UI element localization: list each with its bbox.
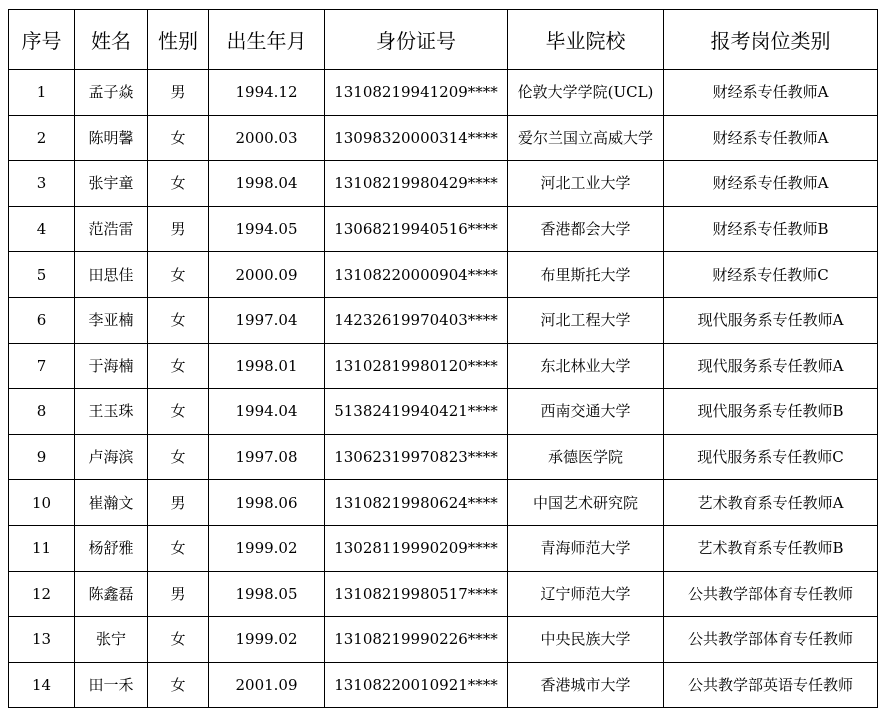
cell-seq: 6 — [9, 297, 75, 343]
cell-school: 布里斯托大学 — [508, 252, 664, 298]
table-row — [9, 161, 878, 207]
cell-seq: 4 — [9, 206, 75, 252]
cell-gender: 女 — [148, 525, 209, 571]
cell-gender: 男 — [148, 571, 209, 617]
cell-name: 田思佳 — [75, 252, 148, 298]
cell-birth: 1998.04 — [209, 161, 325, 207]
cell-birth: 2001.09 — [209, 662, 325, 708]
cell-birth: 2000.03 — [209, 115, 325, 161]
table-row — [9, 343, 878, 389]
cell-gender: 女 — [148, 434, 209, 480]
cell-school: 香港都会大学 — [508, 206, 664, 252]
cell-name: 范浩雷 — [75, 206, 148, 252]
cell-id-number: 13028119990209**** — [325, 525, 508, 571]
cell-id-number: 13068219940516**** — [325, 206, 508, 252]
cell-gender: 女 — [148, 343, 209, 389]
cell-seq: 11 — [9, 525, 75, 571]
cell-id-number: 13098320000314**** — [325, 115, 508, 161]
cell-position: 财经系专任教师B — [664, 206, 878, 252]
cell-seq: 8 — [9, 389, 75, 435]
cell-gender: 女 — [148, 662, 209, 708]
cell-position: 艺术教育系专任教师A — [664, 480, 878, 526]
header-birth: 出生年月 — [209, 10, 325, 70]
cell-id-number: 14232619970403**** — [325, 297, 508, 343]
cell-position: 财经系专任教师A — [664, 70, 878, 116]
cell-id-number: 13108219941209**** — [325, 70, 508, 116]
cell-position: 现代服务系专任教师C — [664, 434, 878, 480]
applicant-table — [8, 9, 878, 708]
cell-name: 卢海滨 — [75, 434, 148, 480]
header-name: 姓名 — [75, 10, 148, 70]
cell-school: 河北工业大学 — [508, 161, 664, 207]
cell-id-number: 13102819980120**** — [325, 343, 508, 389]
cell-position: 公共教学部英语专任教师 — [664, 662, 878, 708]
cell-id-number: 51382419940421**** — [325, 389, 508, 435]
cell-position: 财经系专任教师C — [664, 252, 878, 298]
cell-id-number: 13108219980517**** — [325, 571, 508, 617]
cell-name: 王玉珠 — [75, 389, 148, 435]
cell-name: 于海楠 — [75, 343, 148, 389]
header-seq: 序号 — [9, 10, 75, 70]
cell-seq: 2 — [9, 115, 75, 161]
cell-name: 李亚楠 — [75, 297, 148, 343]
cell-seq: 7 — [9, 343, 75, 389]
header-position: 报考岗位类别 — [664, 10, 878, 70]
header-gender: 性别 — [148, 10, 209, 70]
table-body — [9, 70, 878, 708]
table-row — [9, 571, 878, 617]
cell-position: 艺术教育系专任教师B — [664, 525, 878, 571]
cell-birth: 1999.02 — [209, 525, 325, 571]
table-row — [9, 525, 878, 571]
cell-birth: 1998.06 — [209, 480, 325, 526]
cell-seq: 10 — [9, 480, 75, 526]
cell-birth: 1997.08 — [209, 434, 325, 480]
cell-name: 陈鑫磊 — [75, 571, 148, 617]
cell-position: 现代服务系专任教师A — [664, 343, 878, 389]
cell-gender: 男 — [148, 70, 209, 116]
cell-school: 西南交通大学 — [508, 389, 664, 435]
table-row — [9, 297, 878, 343]
cell-birth: 1999.02 — [209, 617, 325, 663]
cell-seq: 9 — [9, 434, 75, 480]
cell-birth: 1994.12 — [209, 70, 325, 116]
table-row — [9, 617, 878, 663]
cell-school: 东北林业大学 — [508, 343, 664, 389]
cell-id-number: 13108220010921**** — [325, 662, 508, 708]
cell-gender: 男 — [148, 206, 209, 252]
cell-birth: 1997.04 — [209, 297, 325, 343]
cell-school: 中国艺术研究院 — [508, 480, 664, 526]
cell-birth: 1994.05 — [209, 206, 325, 252]
cell-seq: 3 — [9, 161, 75, 207]
header-id-number: 身份证号 — [325, 10, 508, 70]
cell-seq: 13 — [9, 617, 75, 663]
cell-birth: 2000.09 — [209, 252, 325, 298]
cell-school: 香港城市大学 — [508, 662, 664, 708]
cell-gender: 女 — [148, 297, 209, 343]
table-row — [9, 252, 878, 298]
cell-name: 张宁 — [75, 617, 148, 663]
cell-name: 杨舒雅 — [75, 525, 148, 571]
cell-seq: 5 — [9, 252, 75, 298]
cell-seq: 14 — [9, 662, 75, 708]
cell-gender: 女 — [148, 161, 209, 207]
cell-birth: 1998.01 — [209, 343, 325, 389]
cell-id-number: 13108220000904**** — [325, 252, 508, 298]
cell-school: 河北工程大学 — [508, 297, 664, 343]
table-header-row — [9, 10, 878, 70]
cell-position: 财经系专任教师A — [664, 161, 878, 207]
cell-position: 财经系专任教师A — [664, 115, 878, 161]
cell-id-number: 13108219980624**** — [325, 480, 508, 526]
cell-birth: 1998.05 — [209, 571, 325, 617]
cell-id-number: 13062319970823**** — [325, 434, 508, 480]
cell-position: 现代服务系专任教师B — [664, 389, 878, 435]
cell-position: 公共教学部体育专任教师 — [664, 617, 878, 663]
cell-school: 爱尔兰国立高威大学 — [508, 115, 664, 161]
cell-gender: 男 — [148, 480, 209, 526]
cell-gender: 女 — [148, 252, 209, 298]
cell-name: 陈明馨 — [75, 115, 148, 161]
cell-id-number: 13108219990226**** — [325, 617, 508, 663]
cell-school: 青海师范大学 — [508, 525, 664, 571]
table-row — [9, 206, 878, 252]
cell-name: 田一禾 — [75, 662, 148, 708]
table-row — [9, 389, 878, 435]
header-school: 毕业院校 — [508, 10, 664, 70]
table-row — [9, 434, 878, 480]
cell-school: 辽宁师范大学 — [508, 571, 664, 617]
cell-position: 公共教学部体育专任教师 — [664, 571, 878, 617]
cell-id-number: 13108219980429**** — [325, 161, 508, 207]
table-row — [9, 70, 878, 116]
cell-gender: 女 — [148, 115, 209, 161]
cell-gender: 女 — [148, 389, 209, 435]
cell-school: 中央民族大学 — [508, 617, 664, 663]
cell-birth: 1994.04 — [209, 389, 325, 435]
cell-gender: 女 — [148, 617, 209, 663]
cell-name: 孟子焱 — [75, 70, 148, 116]
table-row — [9, 662, 878, 708]
cell-name: 崔瀚文 — [75, 480, 148, 526]
cell-name: 张宇童 — [75, 161, 148, 207]
cell-position: 现代服务系专任教师A — [664, 297, 878, 343]
cell-seq: 12 — [9, 571, 75, 617]
table-row — [9, 115, 878, 161]
table-row — [9, 480, 878, 526]
cell-school: 承德医学院 — [508, 434, 664, 480]
cell-school: 伦敦大学学院(UCL) — [508, 70, 664, 116]
cell-seq: 1 — [9, 70, 75, 116]
